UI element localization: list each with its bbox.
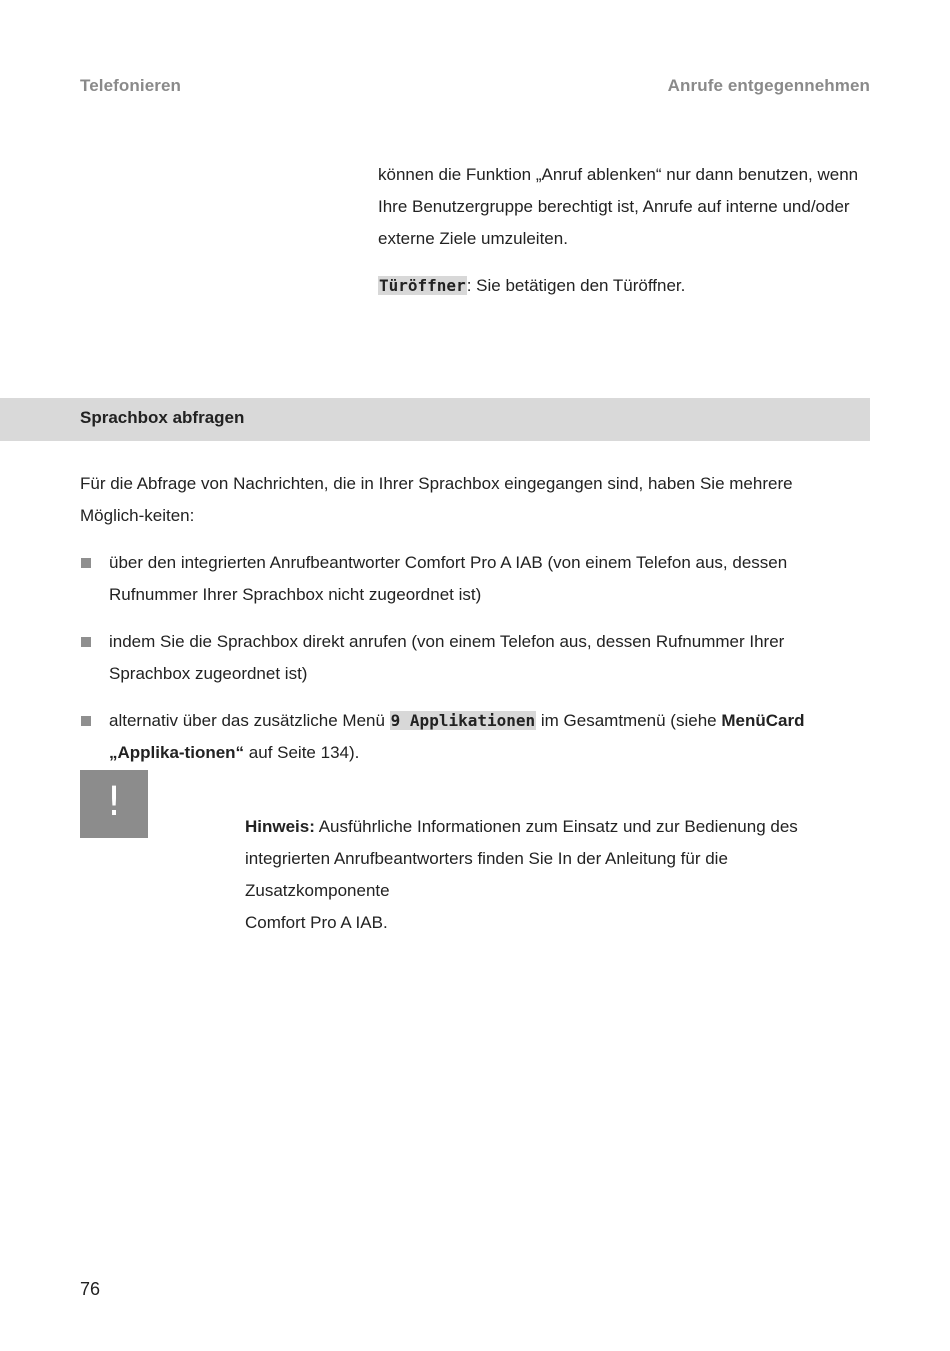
- door-opener-key: Türöffner: [379, 276, 466, 295]
- bullet-square-icon: [81, 637, 91, 647]
- list-item-text-mid: im Gesamtmenü (siehe: [536, 711, 722, 730]
- list-item: [80, 626, 870, 690]
- list-item-text: indem Sie die Sprachbox direkt anrufen (von einem Telefon aus, dessen Rufnummer Ihrer Sprachbox zugeordnet ist): [109, 632, 785, 683]
- bullet-square-icon: [81, 716, 91, 726]
- list-item-text-pre: alternativ über das zusätzliche Menü: [109, 711, 390, 730]
- note-paragraph: [245, 811, 870, 939]
- running-header-chapter: Telefonieren: [80, 76, 182, 95]
- list-item: [80, 705, 870, 769]
- menucard-reference: MenüCard „Applika-tionen“: [109, 711, 805, 762]
- door-opener-paragraph: [378, 270, 868, 302]
- list-item-text-post: auf Seite 134).: [244, 743, 360, 762]
- page-number: 76: [80, 1279, 101, 1299]
- bullet-square-icon: [81, 558, 91, 568]
- menu-key-applications: 9 Applikationen: [390, 711, 536, 730]
- list-item: [80, 547, 870, 611]
- continuation-paragraph: können die Funktion „Anruf ablenken“ nur dann benutzen, wenn Ihre Benutzergruppe berechtigt ist, Anrufe auf interne und/oder externe Ziele umzuleiten.: [378, 165, 859, 248]
- section-intro: Für die Abfrage von Nachrichten, die in Ihrer Sprachbox eingegangen sind, haben Sie mehrere Möglich-keiten:: [80, 474, 793, 525]
- note-label: Hinweis:: [245, 817, 315, 836]
- section-title: Sprachbox abfragen: [80, 408, 245, 427]
- note-text-end: Comfort Pro A IAB.: [245, 913, 388, 932]
- note-text: Ausführliche Informationen zum Einsatz und zur Bedienung des integrierten Anrufbeantworters finden Sie In der Anleitung für die Zusatzkomponente: [245, 817, 798, 900]
- exclamation-icon: !: [80, 770, 148, 838]
- option-list: [80, 547, 870, 784]
- list-item-text: über den integrierten Anrufbeantworter Comfort Pro A IAB (von einem Telefon aus, dessen Rufnummer Ihrer Sprachbox nicht zugeordnet ist): [109, 553, 788, 604]
- door-opener-text: : Sie betätigen den Türöffner.: [466, 276, 686, 295]
- running-header-section: Anrufe entgegennehmen: [667, 76, 870, 95]
